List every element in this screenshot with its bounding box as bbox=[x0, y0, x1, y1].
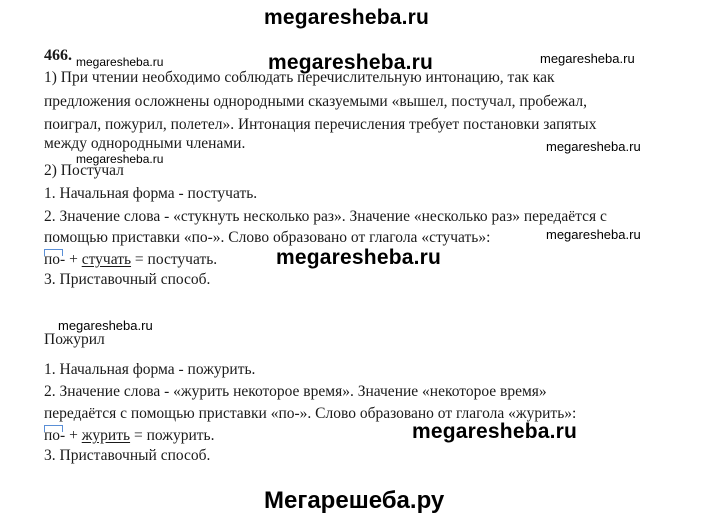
word-1-line: 3. Приставочный способ. bbox=[44, 271, 211, 288]
plus-sign: + bbox=[65, 427, 82, 444]
word-1-title: 2) Постучал bbox=[44, 162, 124, 179]
watermark-small-5: megaresheba.ru bbox=[546, 227, 641, 242]
header-watermark: megaresheba.ru bbox=[264, 6, 430, 29]
watermark-small-4: megaresheba.ru bbox=[76, 152, 164, 166]
paragraph-line: 1) При чтении необходимо соблюдать перечислительную интонацию, так как bbox=[44, 69, 555, 86]
watermark-mid-1: megaresheba.ru bbox=[268, 51, 434, 74]
base-word: журить bbox=[81, 427, 131, 444]
base-word: стучать bbox=[81, 251, 132, 268]
footer-watermark: Мегарешеба.ру bbox=[264, 487, 445, 514]
word-1-line: 2. Значение слова - «стукнуть несколько раз». Значение «несколько раз» передаётся с bbox=[44, 208, 607, 225]
word-2-line: передаётся с помощью приставки «по-». Слово образовано от глагола «журить»: bbox=[44, 405, 577, 422]
paragraph-line: предложения осложнены однородными сказуемыми «вышел, постучал, пробежал, bbox=[44, 93, 588, 110]
paragraph-line: между однородными членами. bbox=[44, 135, 246, 152]
word-2-line: 3. Приставочный способ. bbox=[44, 447, 211, 464]
paragraph-line: поиграл, пожурил, полетел». Интонация перечисления требует постановки запятых bbox=[44, 116, 597, 133]
watermark-mid-2: megaresheba.ru bbox=[276, 246, 442, 269]
word-1-formation bbox=[44, 251, 217, 269]
word-1-line: 1. Начальная форма - постучать. bbox=[44, 185, 258, 202]
watermark-mid-3: megaresheba.ru bbox=[412, 420, 578, 443]
word-2-line: 2. Значение слова - «журить некоторое время». Значение «некоторое время» bbox=[44, 383, 547, 400]
prefix-mark: по- bbox=[44, 251, 66, 268]
plus-sign: + bbox=[65, 251, 82, 268]
formation-result: = постучать. bbox=[131, 251, 218, 268]
word-1-line: помощью приставки «по-». Слово образовано от глагола «стучать»: bbox=[44, 229, 491, 246]
word-2-title: Пожурил bbox=[44, 331, 105, 348]
watermark-small-3: megaresheba.ru bbox=[546, 139, 641, 154]
watermark-small-1: megaresheba.ru bbox=[76, 55, 164, 69]
watermark-small-2: megaresheba.ru bbox=[540, 51, 635, 66]
formation-result: = пожурить. bbox=[130, 427, 215, 444]
prefix-mark: по- bbox=[44, 427, 66, 444]
word-2-line: 1. Начальная форма - пожурить. bbox=[44, 361, 256, 378]
task-number: 466. bbox=[44, 47, 72, 64]
word-2-formation bbox=[44, 427, 214, 445]
watermark-small-6: megaresheba.ru bbox=[58, 318, 153, 333]
